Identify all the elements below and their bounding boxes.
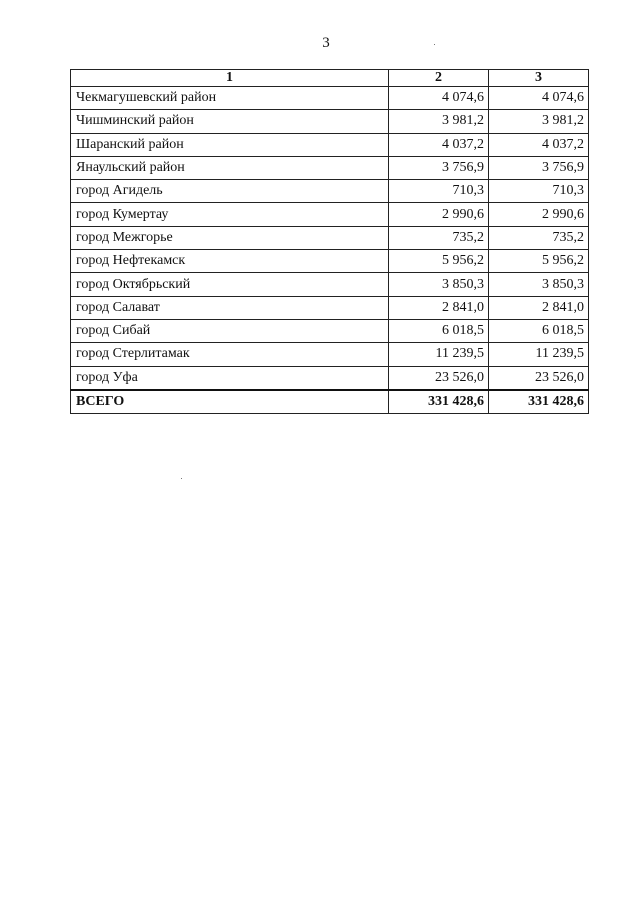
table-row [71, 226, 589, 249]
row-name: Чишминский район [71, 110, 389, 133]
total-label: ВСЕГО [71, 390, 389, 414]
table-row [71, 203, 589, 226]
row-value-col2: 6 018,5 [389, 319, 489, 342]
row-value-col2: 5 956,2 [389, 250, 489, 273]
scan-speck [434, 44, 435, 45]
row-value-col2: 23 526,0 [389, 366, 489, 390]
row-value-col3: 3 756,9 [489, 156, 589, 179]
data-table [70, 69, 589, 414]
table-row [71, 343, 589, 366]
table-row [71, 133, 589, 156]
table-row [71, 319, 589, 342]
row-name: Шаранский район [71, 133, 389, 156]
table-row [71, 273, 589, 296]
total-value-col3: 331 428,6 [489, 390, 589, 414]
row-value-col3: 735,2 [489, 226, 589, 249]
row-value-col3: 710,3 [489, 180, 589, 203]
row-name: город Нефтекамск [71, 250, 389, 273]
row-name: город Агидель [71, 180, 389, 203]
table-row [71, 250, 589, 273]
table-header-row [71, 70, 589, 87]
row-value-col3: 2 841,0 [489, 296, 589, 319]
row-value-col2: 4 037,2 [389, 133, 489, 156]
row-value-col2: 11 239,5 [389, 343, 489, 366]
row-value-col3: 23 526,0 [489, 366, 589, 390]
total-value-col2: 331 428,6 [389, 390, 489, 414]
row-value-col3: 6 018,5 [489, 319, 589, 342]
row-value-col3: 5 956,2 [489, 250, 589, 273]
row-name: город Кумертау [71, 203, 389, 226]
table-row [71, 180, 589, 203]
row-value-col2: 2 990,6 [389, 203, 489, 226]
row-value-col2: 3 850,3 [389, 273, 489, 296]
row-name: город Межгорье [71, 226, 389, 249]
row-name: Чекмагушевский район [71, 87, 389, 110]
row-value-col2: 3 756,9 [389, 156, 489, 179]
row-value-col3: 4 037,2 [489, 133, 589, 156]
table-row [71, 110, 589, 133]
table-row [71, 156, 589, 179]
column-header: 2 [389, 70, 489, 87]
page-number: 3 [322, 35, 330, 51]
row-value-col2: 2 841,0 [389, 296, 489, 319]
row-value-col2: 735,2 [389, 226, 489, 249]
row-value-col2: 710,3 [389, 180, 489, 203]
row-value-col3: 11 239,5 [489, 343, 589, 366]
row-name: город Сибай [71, 319, 389, 342]
row-value-col3: 4 074,6 [489, 87, 589, 110]
row-value-col2: 3 981,2 [389, 110, 489, 133]
row-name: город Салават [71, 296, 389, 319]
row-value-col3: 3 850,3 [489, 273, 589, 296]
table-row [71, 366, 589, 390]
row-value-col3: 3 981,2 [489, 110, 589, 133]
row-value-col3: 2 990,6 [489, 203, 589, 226]
row-value-col2: 4 074,6 [389, 87, 489, 110]
row-name: Янаульский район [71, 156, 389, 179]
row-name: город Уфа [71, 366, 389, 390]
column-header: 3 [489, 70, 589, 87]
table-row [71, 296, 589, 319]
scan-speck [181, 478, 182, 479]
table-row [71, 87, 589, 110]
column-header: 1 [71, 70, 389, 87]
table-total-row [71, 390, 589, 414]
row-name: город Стерлитамак [71, 343, 389, 366]
row-name: город Октябрьский [71, 273, 389, 296]
